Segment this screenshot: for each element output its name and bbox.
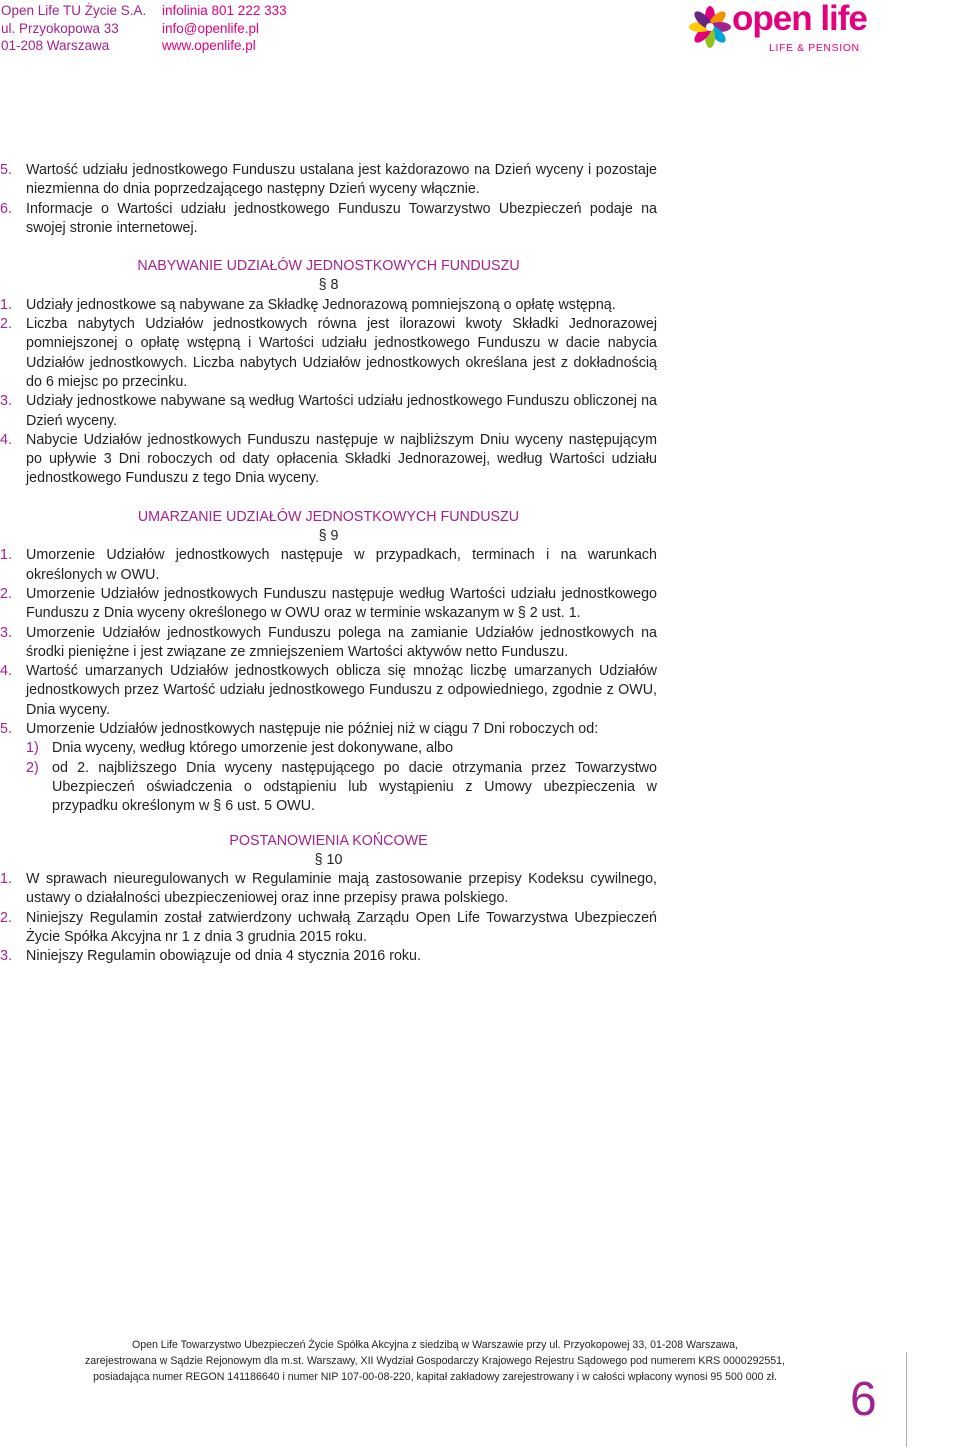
item-text: Informacje o Wartości udziału jednostkowego Funduszu Towarzystwo Ubezpieczeń podaje na swojej stronie internetowej. — [26, 200, 657, 236]
company-name: Open Life TU Życie S.A. — [1, 3, 147, 18]
item-number: 4. — [0, 431, 12, 448]
sub-item-number: 2) — [26, 759, 39, 776]
website-link[interactable]: www.openlife.pl — [162, 38, 256, 53]
section-heading: UMARZANIE UDZIAŁÓW JEDNOSTKOWYCH FUNDUSZU — [137, 508, 520, 525]
section-paragraph-number: § 8 — [318, 277, 339, 294]
sub-item-number: 1) — [26, 740, 39, 757]
open-life-logo — [688, 0, 878, 57]
sub-item-text: Dnia wyceny, według którego umorzenie jest dokonywane, albo — [52, 740, 454, 757]
item-number: 3. — [0, 624, 12, 641]
logo-tagline: LIFE & PENSION — [769, 42, 860, 54]
item-number: 1. — [0, 871, 12, 888]
item-text: Liczba nabytych Udziałów jednostkowych równa jest ilorazowi kwoty Składki Jednorazowej pomniejszonej o opłatę wstępną i Wartości udziału jednostkowego Funduszu w dacie nabycia Udziałów jednostkowych. Liczba nabytych Udziałów jednostkowych określana jest z dokładnością do 6 miejsc po przecinku. — [26, 316, 657, 390]
company-city: 01-208 Warszawa — [1, 38, 110, 53]
footer-line: posiadająca numer REGON 141186640 i numer NIP 107-00-08-220, kapitał zakładowy zarejestrowany i w całości wpłacony wynosi 95 500 000 zł. — [93, 1371, 777, 1383]
footer-line: Open Life Towarzystwo Ubezpieczeń Życie Spółka Akcyjna z siedzibą w Warszawie przy ul. Przyokopowej 33, 01-208 Warszawa, — [131, 1339, 739, 1351]
logo-wordmark: open life — [732, 0, 867, 38]
list-item — [0, 546, 657, 585]
regulation-body — [0, 161, 657, 967]
section-paragraph-number: § 9 — [318, 528, 339, 545]
page-number: 6 — [850, 1373, 877, 1426]
item-text: Niniejszy Regulamin został zatwierdzony uchwałą Zarządu Open Life Towarzystwa Ubezpieczeń Życie Spółka Akcyjna nr 1 z dnia 3 grudnia 2015 roku. — [26, 909, 657, 945]
item-text: W sprawach nieuregulowanych w Regulaminie mają zastosowanie przepisy Kodeksu cywilnego, ustawy o działalności ubezpieczeniowej oraz inne przepisy prawa polskiego. — [26, 871, 657, 907]
item-number: 6. — [0, 200, 12, 217]
list-item — [0, 431, 657, 489]
list-item — [0, 870, 657, 909]
section-heading: NABYWANIE UDZIAŁÓW JEDNOSTKOWYCH FUNDUSZU — [137, 258, 520, 275]
item-text: Wartość udziału jednostkowego Funduszu ustalana jest każdorazowo na Dzień wyceny i pozostaje niezmienna do dnia poprzedzającego następny Dzień wyceny włącznie. — [26, 162, 657, 198]
flower-logo-icon — [688, 5, 732, 49]
list-item — [0, 161, 657, 200]
company-contact — [162, 2, 287, 55]
item-number: 5. — [0, 162, 12, 178]
item-text: Nabycie Udziałów jednostkowych Funduszu następuje w najbliższym Dniu wyceny następującym po upływie 3 Dni roboczych od daty opłacenia Składki Jednorazowej, według Wartości udziału jednostkowego Funduszu z tego Dnia wyceny. — [26, 431, 657, 487]
footer-line: zarejestrowana w Sądzie Rejonowym dla m.st. Warszawy, XII Wydział Gospodarczy Krajowego Rejestru Sądowego pod numerem KRS 0000292551, — [84, 1355, 785, 1367]
list-item — [0, 662, 657, 720]
item-text: Umorzenie Udziałów jednostkowych Funduszu następuje według Wartości udziału jednostkowego Funduszu z Dnia wyceny określonego w OWU oraz w terminie wskazanym w § 2 ust. 1. — [26, 585, 657, 622]
item-number: 2. — [0, 316, 12, 333]
sub-list-item — [0, 759, 657, 817]
item-text: Wartość umarzanych Udziałów jednostkowych oblicza się mnożąc liczbę umarzanych Udziałów jednostkowych przez Wartość udziału jednostkowego Funduszu z odpowiedniego, zgodnie z OWU, Dnia wyceny. — [26, 663, 657, 718]
item-number: 2. — [0, 585, 12, 602]
item-number: 4. — [0, 663, 12, 680]
list-item — [0, 624, 657, 663]
company-legal-footer — [0, 1337, 870, 1385]
company-street: ul. Przyokopowa 33 — [1, 20, 119, 36]
item-text: Udziały jednostkowe nabywane są według Wartości udziału jednostkowego Funduszu obliczonej na Dzień wyceny. — [26, 393, 657, 429]
list-item — [0, 909, 657, 948]
hotline: infolinia 801 222 333 — [162, 3, 287, 18]
item-text: Umorzenie Udziałów jednostkowych następuje w przypadkach, terminach i na warunkach określonych w OWU. — [26, 547, 657, 583]
item-number: 2. — [0, 909, 12, 926]
list-item — [0, 585, 657, 624]
list-item — [0, 200, 657, 239]
item-number: 3. — [0, 393, 12, 410]
list-item — [0, 315, 657, 392]
footer-divider — [906, 1352, 907, 1447]
list-item — [0, 947, 657, 966]
item-number: 1. — [0, 547, 12, 564]
list-item — [0, 720, 657, 739]
section-heading: POSTANOWIENIA KOŃCOWE — [229, 832, 428, 849]
list-item — [0, 392, 657, 431]
item-text: Niniejszy Regulamin obowiązuje od dnia 4 stycznia 2016 roku. — [26, 948, 421, 965]
item-text: Umorzenie Udziałów jednostkowych następuje nie później niż w ciągu 7 Dni roboczych od: — [26, 721, 599, 738]
sub-list-item — [0, 739, 657, 758]
item-number: 5. — [0, 721, 12, 738]
sub-item-text: od 2. najbliższego Dnia wyceny następującego po dacie otrzymania przez Towarzystwo Ubezpieczeń oświadczenia o odstąpieniu lub wystąpieniu z Umowy ubezpieczenia w przypadku określonym w § 6 ust. 5 OWU. — [52, 759, 657, 815]
item-number: 3. — [0, 948, 12, 965]
item-number: 1. — [0, 296, 12, 313]
section-paragraph-number: § 10 — [314, 851, 343, 868]
company-address — [1, 2, 146, 55]
item-text: Umorzenie Udziałów jednostkowych Funduszu polega na zamianie Udziałów jednostkowych na środki pieniężne i jest związane ze zmniejszeniem Wartości aktywów netto Funduszu. — [26, 624, 657, 660]
email-link[interactable]: info@openlife.pl — [162, 20, 260, 36]
list-item — [0, 296, 657, 315]
item-text: Udziały jednostkowe są nabywane za Składkę Jednorazową pomniejszoną o opłatę wstępną. — [26, 296, 616, 313]
